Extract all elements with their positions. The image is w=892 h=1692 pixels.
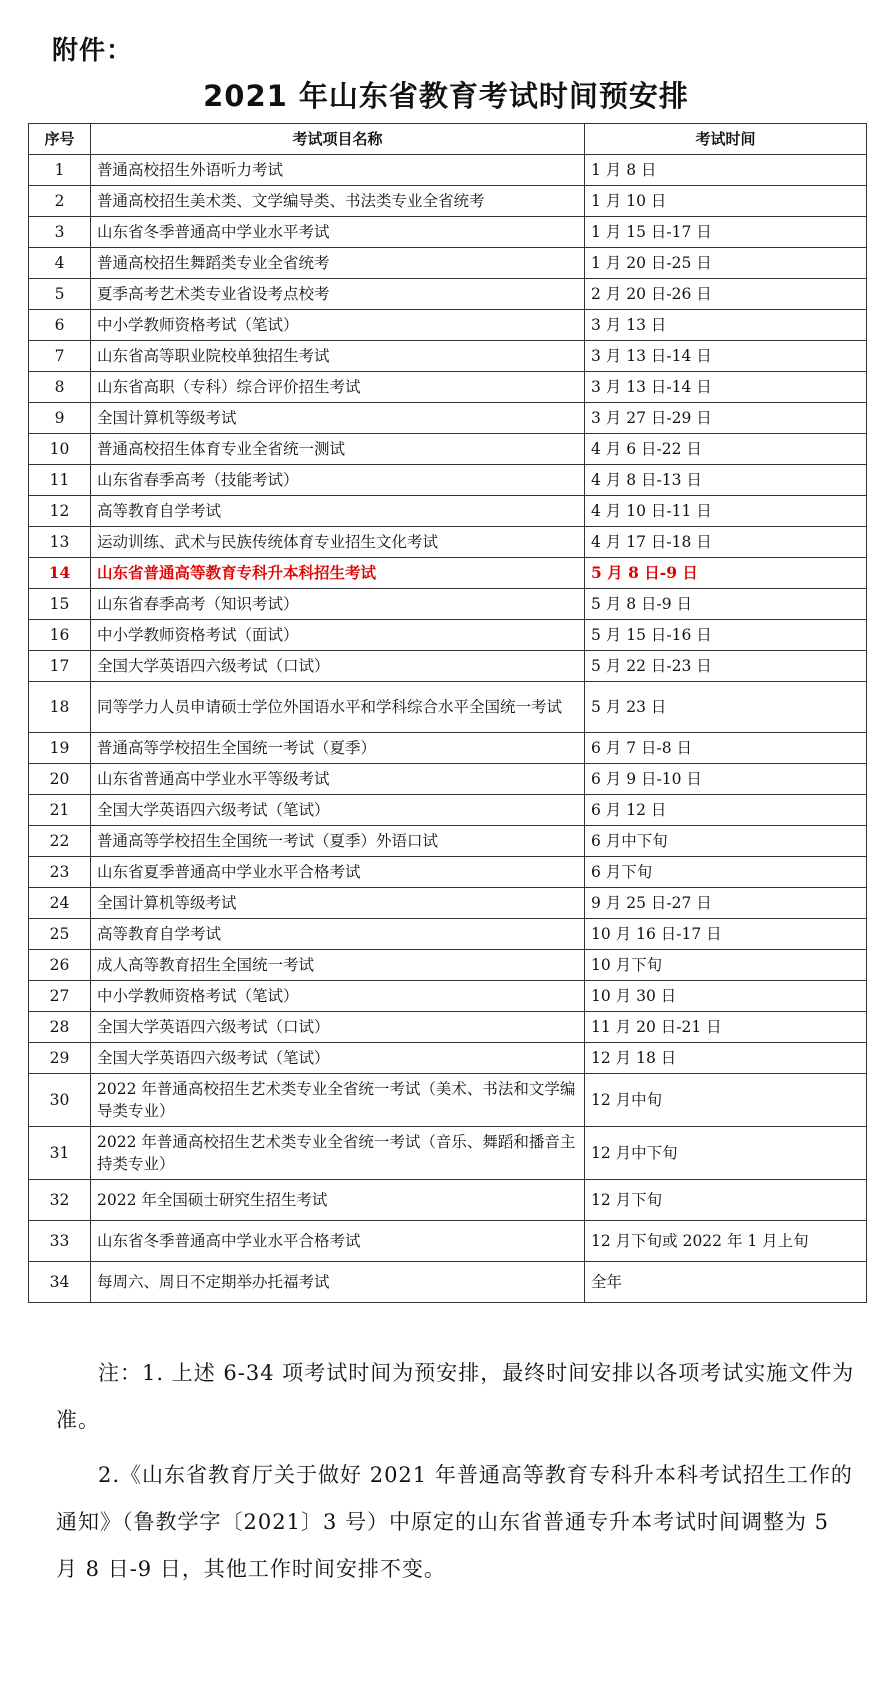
- cell-name: 成人高等教育招生全国统一考试: [91, 950, 585, 981]
- cell-time: 1 月 10 日: [585, 186, 867, 217]
- cell-name: 山东省冬季普通高中学业水平考试: [91, 217, 585, 248]
- cell-name: 山东省普通高等教育专科升本科招生考试: [91, 558, 585, 589]
- table-row: [29, 1074, 867, 1127]
- cell-time: 12 月下旬: [585, 1180, 867, 1221]
- table-row: [29, 434, 867, 465]
- table-row: [29, 764, 867, 795]
- page-title: 2021 年山东省教育考试时间预安排: [203, 79, 689, 113]
- cell-time: 3 月 13 日-14 日: [585, 341, 867, 372]
- column-header-no: 序号: [29, 124, 91, 155]
- cell-time: 11 月 20 日-21 日: [585, 1012, 867, 1043]
- cell-no: 16: [29, 620, 91, 651]
- cell-name: 山东省春季高考（技能考试）: [91, 465, 585, 496]
- table-row: [29, 620, 867, 651]
- cell-name: 2022 年全国硕士研究生招生考试: [91, 1180, 585, 1221]
- cell-name: 山东省高职（专科）综合评价招生考试: [91, 372, 585, 403]
- table-header-row: [29, 124, 867, 155]
- cell-no: 12: [29, 496, 91, 527]
- cell-no: 14: [29, 558, 91, 589]
- cell-time: 1 月 20 日-25 日: [585, 248, 867, 279]
- cell-time: 6 月 9 日-10 日: [585, 764, 867, 795]
- cell-name: 普通高等学校招生全国统一考试（夏季）: [91, 733, 585, 764]
- column-header-time: 考试时间: [585, 124, 867, 155]
- table-row: [29, 527, 867, 558]
- cell-time: 4 月 10 日-11 日: [585, 496, 867, 527]
- cell-name: 全国计算机等级考试: [91, 403, 585, 434]
- cell-name: 中小学教师资格考试（面试）: [91, 620, 585, 651]
- note-2: 2.《山东省教育厅关于做好 2021 年普通高等教育专科升本科考试招生工作的通知》（鲁教学字〔2021〕3 号）中原定的山东省普通专升本考试时间调整为 5 月 8 日-9 日，其他工作时间安排不变。: [56, 1463, 853, 1581]
- notes: [56, 1350, 856, 1601]
- table-row: [29, 950, 867, 981]
- cell-name: 全国大学英语四六级考试（口试）: [91, 1012, 585, 1043]
- table-row: [29, 651, 867, 682]
- table-row: [29, 310, 867, 341]
- cell-no: 17: [29, 651, 91, 682]
- cell-name: 2022 年普通高校招生艺术类专业全省统一考试（美术、书法和文学编导类专业）: [91, 1074, 585, 1127]
- cell-time: 6 月下旬: [585, 857, 867, 888]
- table-row: [29, 795, 867, 826]
- cell-no: 8: [29, 372, 91, 403]
- table-row: [29, 341, 867, 372]
- cell-time: 1 月 15 日-17 日: [585, 217, 867, 248]
- cell-time: 10 月 30 日: [585, 981, 867, 1012]
- cell-no: 7: [29, 341, 91, 372]
- cell-time: 2 月 20 日-26 日: [585, 279, 867, 310]
- cell-no: 33: [29, 1221, 91, 1262]
- cell-time: 5 月 22 日-23 日: [585, 651, 867, 682]
- table-row: [29, 558, 867, 589]
- table-row: [29, 1012, 867, 1043]
- table-row: [29, 465, 867, 496]
- table-row: [29, 1043, 867, 1074]
- cell-name: 每周六、周日不定期举办托福考试: [91, 1262, 585, 1303]
- cell-no: 25: [29, 919, 91, 950]
- cell-name: 中小学教师资格考试（笔试）: [91, 981, 585, 1012]
- cell-no: 15: [29, 589, 91, 620]
- cell-no: 5: [29, 279, 91, 310]
- cell-no: 26: [29, 950, 91, 981]
- cell-name: 山东省普通高中学业水平等级考试: [91, 764, 585, 795]
- cell-time: 12 月中下旬: [585, 1127, 867, 1180]
- cell-no: 23: [29, 857, 91, 888]
- cell-no: 24: [29, 888, 91, 919]
- cell-time: 10 月下旬: [585, 950, 867, 981]
- table-row: [29, 155, 867, 186]
- cell-name: 夏季高考艺术类专业省设考点校考: [91, 279, 585, 310]
- cell-no: 1: [29, 155, 91, 186]
- cell-no: 27: [29, 981, 91, 1012]
- cell-name: 2022 年普通高校招生艺术类专业全省统一考试（音乐、舞蹈和播音主持类专业）: [91, 1127, 585, 1180]
- cell-time: 12 月下旬或 2022 年 1 月上旬: [585, 1221, 867, 1262]
- cell-no: 21: [29, 795, 91, 826]
- cell-name: 运动训练、武术与民族传统体育专业招生文化考试: [91, 527, 585, 558]
- cell-time: 12 月中旬: [585, 1074, 867, 1127]
- table-row: [29, 186, 867, 217]
- table-row: [29, 919, 867, 950]
- cell-time: 5 月 8 日-9 日: [585, 558, 867, 589]
- cell-name: 全国大学英语四六级考试（笔试）: [91, 795, 585, 826]
- attachment-label: 附件：: [52, 36, 134, 66]
- cell-time: 5 月 8 日-9 日: [585, 589, 867, 620]
- cell-time: 1 月 8 日: [585, 155, 867, 186]
- cell-no: 2: [29, 186, 91, 217]
- cell-no: 4: [29, 248, 91, 279]
- table-row: [29, 496, 867, 527]
- cell-time: 10 月 16 日-17 日: [585, 919, 867, 950]
- cell-time: 4 月 8 日-13 日: [585, 465, 867, 496]
- cell-time: 3 月 13 日-14 日: [585, 372, 867, 403]
- cell-no: 3: [29, 217, 91, 248]
- cell-name: 全国大学英语四六级考试（口试）: [91, 651, 585, 682]
- cell-name: 普通高校招生外语听力考试: [91, 155, 585, 186]
- table-row: [29, 1127, 867, 1180]
- cell-name: 中小学教师资格考试（笔试）: [91, 310, 585, 341]
- cell-name: 高等教育自学考试: [91, 496, 585, 527]
- cell-no: 19: [29, 733, 91, 764]
- cell-name: 山东省春季高考（知识考试）: [91, 589, 585, 620]
- cell-time: 6 月 12 日: [585, 795, 867, 826]
- cell-name: 高等教育自学考试: [91, 919, 585, 950]
- cell-name: 同等学力人员申请硕士学位外国语水平和学科综合水平全国统一考试: [91, 682, 585, 733]
- note-1: 注：1. 上述 6-34 项考试时间为预安排，最终时间安排以各项考试实施文件为准。: [56, 1361, 855, 1432]
- table-row: [29, 217, 867, 248]
- cell-name: 普通高校招生体育专业全省统一测试: [91, 434, 585, 465]
- cell-name: 普通高等学校招生全国统一考试（夏季）外语口试: [91, 826, 585, 857]
- cell-time: 3 月 13 日: [585, 310, 867, 341]
- cell-time: 5 月 15 日-16 日: [585, 620, 867, 651]
- cell-time: 6 月 7 日-8 日: [585, 733, 867, 764]
- table-row: [29, 248, 867, 279]
- table-row: [29, 372, 867, 403]
- table-row: [29, 888, 867, 919]
- cell-time: 全年: [585, 1262, 867, 1303]
- cell-name: 山东省高等职业院校单独招生考试: [91, 341, 585, 372]
- cell-time: 6 月中下旬: [585, 826, 867, 857]
- cell-no: 29: [29, 1043, 91, 1074]
- cell-time: 5 月 23 日: [585, 682, 867, 733]
- table-row: [29, 981, 867, 1012]
- cell-no: 20: [29, 764, 91, 795]
- table-row: [29, 1262, 867, 1303]
- table-row: [29, 1180, 867, 1221]
- cell-no: 11: [29, 465, 91, 496]
- cell-name: 山东省夏季普通高中学业水平合格考试: [91, 857, 585, 888]
- cell-no: 13: [29, 527, 91, 558]
- cell-name: 普通高校招生美术类、文学编导类、书法类专业全省统考: [91, 186, 585, 217]
- cell-no: 32: [29, 1180, 91, 1221]
- table-row: [29, 589, 867, 620]
- cell-no: 30: [29, 1074, 91, 1127]
- table-row: [29, 826, 867, 857]
- cell-no: 28: [29, 1012, 91, 1043]
- cell-time: 12 月 18 日: [585, 1043, 867, 1074]
- cell-no: 34: [29, 1262, 91, 1303]
- cell-time: 9 月 25 日-27 日: [585, 888, 867, 919]
- table-row: [29, 733, 867, 764]
- cell-name: 全国大学英语四六级考试（笔试）: [91, 1043, 585, 1074]
- table-row: [29, 857, 867, 888]
- cell-no: 22: [29, 826, 91, 857]
- cell-no: 10: [29, 434, 91, 465]
- cell-no: 6: [29, 310, 91, 341]
- table-row: [29, 279, 867, 310]
- cell-no: 9: [29, 403, 91, 434]
- cell-time: 4 月 6 日-22 日: [585, 434, 867, 465]
- cell-name: 全国计算机等级考试: [91, 888, 585, 919]
- cell-name: 普通高校招生舞蹈类专业全省统考: [91, 248, 585, 279]
- table-row: [29, 682, 867, 733]
- table-row: [29, 1221, 867, 1262]
- cell-no: 18: [29, 682, 91, 733]
- cell-time: 3 月 27 日-29 日: [585, 403, 867, 434]
- column-header-name: 考试项目名称: [91, 124, 585, 155]
- table-body: [29, 155, 867, 1303]
- cell-no: 31: [29, 1127, 91, 1180]
- exam-schedule-table: [28, 123, 867, 1303]
- cell-time: 4 月 17 日-18 日: [585, 527, 867, 558]
- table-row: [29, 403, 867, 434]
- cell-name: 山东省冬季普通高中学业水平合格考试: [91, 1221, 585, 1262]
